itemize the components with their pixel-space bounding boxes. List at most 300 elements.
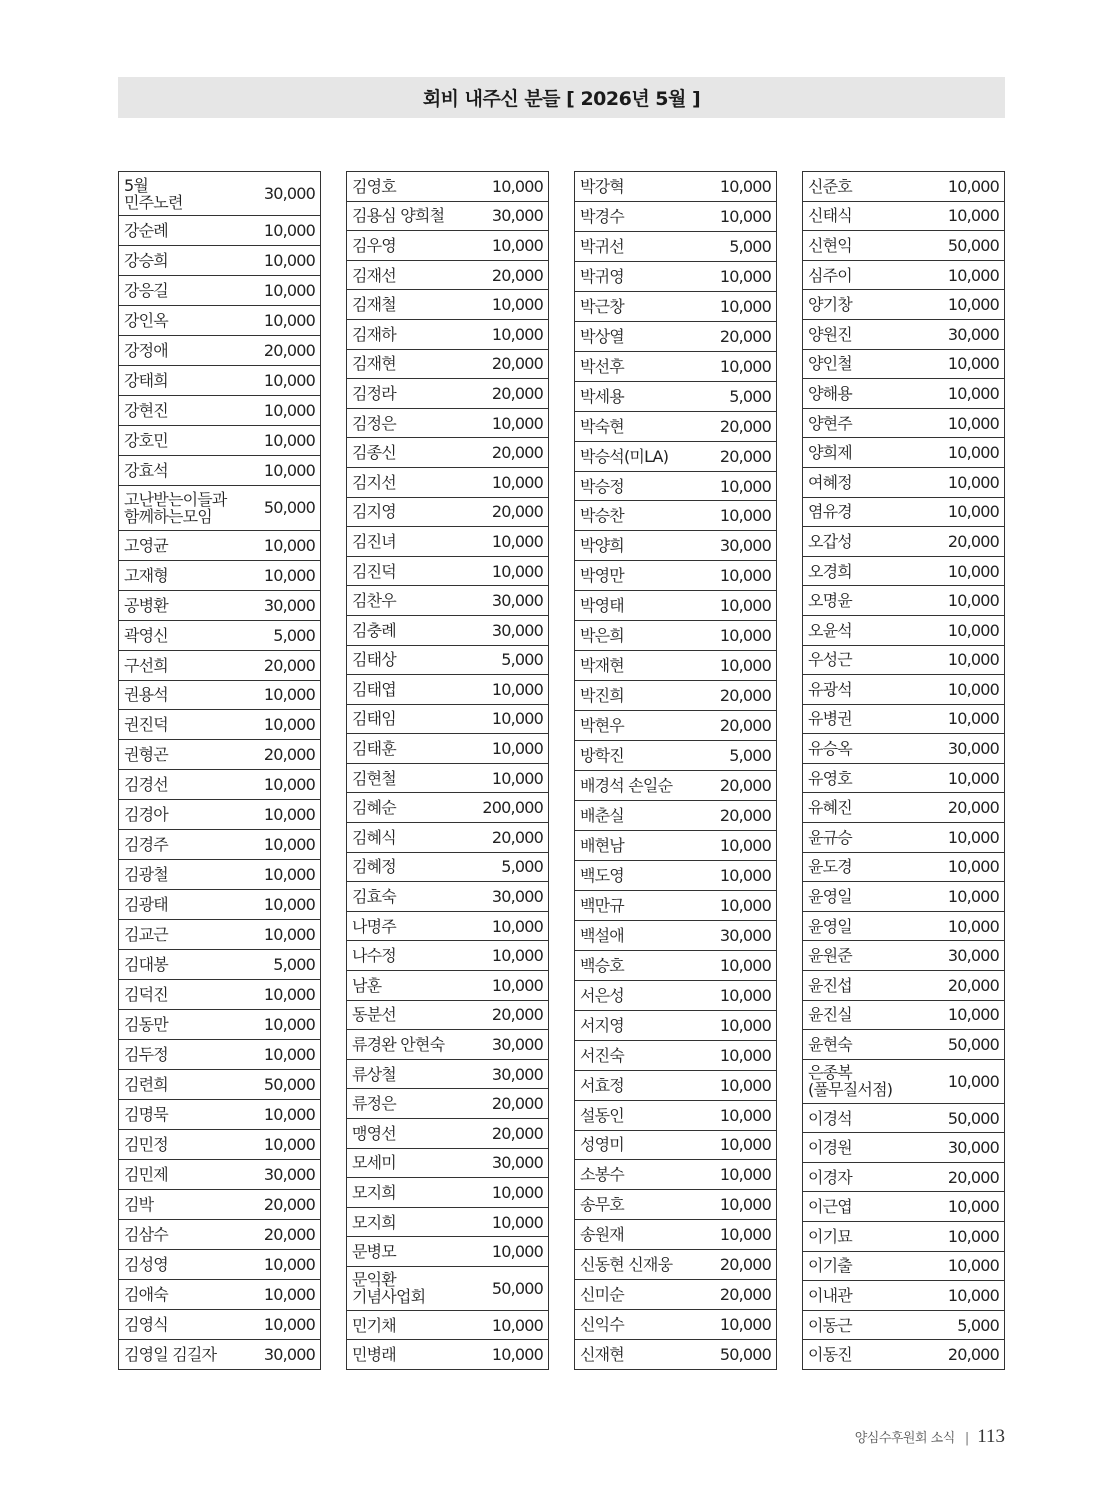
donation-amount: 10,000 [947,620,999,640]
donor-row [347,1237,548,1267]
donor-name: 박양희 [580,536,624,556]
donor-row [575,621,776,651]
donor-name: 윤영일 [808,887,852,907]
donor-name: 윤현숙 [808,1035,852,1055]
donation-amount: 10,000 [491,1345,543,1365]
donor-name: 백승호 [580,955,624,975]
donor-name: 모지희 [352,1182,396,1202]
donor-name: 서진숙 [580,1045,624,1065]
donor-name: 양원진 [808,324,852,344]
donor-row [803,290,1004,320]
donor-name: 서효정 [580,1075,624,1095]
donor-row [575,951,776,981]
donor-row [575,1250,776,1280]
donor-name: 서지영 [580,1015,624,1035]
donor-row [803,202,1004,232]
donor-row [575,771,776,801]
donor-name: 신현익 [808,235,852,255]
donation-amount: 30,000 [947,946,999,966]
donor-name: 신익수 [580,1315,624,1335]
donation-amount: 30,000 [491,591,543,611]
donation-amount: 10,000 [263,775,315,795]
donor-row [803,1340,1004,1369]
donor-row [803,1222,1004,1252]
donation-amount: 10,000 [263,221,315,241]
donation-amount: 10,000 [719,296,771,316]
donation-amount: 10,000 [719,626,771,646]
donor-name: 강순례 [124,221,168,241]
donor-name: 권진덕 [124,715,168,735]
donor-name: 김종신 [352,443,396,463]
donor-name: 박귀선 [580,236,624,256]
donation-amount: 5,000 [957,1315,999,1335]
donor-name: 윤진실 [808,1005,852,1025]
donor-row [803,527,1004,557]
donor-row [803,172,1004,202]
donation-amount: 20,000 [947,1167,999,1187]
donor-column-2 [346,171,549,1370]
donor-name: 윤도경 [808,857,852,877]
donor-row [347,1267,548,1311]
donation-amount: 10,000 [263,1284,315,1304]
donation-amount: 10,000 [263,311,315,331]
donor-row [119,1010,320,1040]
donor-row [575,681,776,711]
donor-row [119,1100,320,1130]
donor-row [347,379,548,409]
donor-name: 김태훈 [352,739,396,759]
donor-name: 김경선 [124,775,168,795]
donor-name: 성영미 [580,1135,624,1155]
donor-name: 모세미 [352,1153,396,1173]
donor-row [803,971,1004,1001]
donor-row [347,290,548,320]
donor-row [575,1160,776,1190]
donation-amount: 10,000 [719,1105,771,1125]
donor-row [803,468,1004,498]
donor-name: 윤영일 [808,916,852,936]
donation-amount: 10,000 [719,1075,771,1095]
donation-amount: 20,000 [947,975,999,995]
donation-amount: 10,000 [491,946,543,966]
donor-name: 김정라 [352,383,396,403]
donor-row [803,498,1004,528]
donor-name: 김혜정 [352,857,396,877]
donor-row [347,1030,548,1060]
donor-name: 김두정 [124,1045,168,1065]
donation-amount: 10,000 [719,1315,771,1335]
donation-amount: 10,000 [947,295,999,315]
donor-row [575,801,776,831]
donation-amount: 10,000 [263,251,315,271]
donation-amount: 10,000 [263,715,315,735]
donor-row [803,1163,1004,1193]
donor-row [119,531,320,561]
donor-row [803,764,1004,794]
donation-amount: 10,000 [719,566,771,586]
donor-name: 김광태 [124,895,168,915]
donor-name: 이경석 [808,1108,852,1128]
donor-row [347,1089,548,1119]
donation-amount: 30,000 [263,1164,315,1184]
donor-name: 유병권 [808,709,852,729]
donation-amount: 10,000 [947,561,999,581]
donor-column-4 [802,171,1005,1370]
donation-amount: 10,000 [947,443,999,463]
donation-amount: 20,000 [491,443,543,463]
donation-amount: 20,000 [491,265,543,285]
donor-name: 김애숙 [124,1284,168,1304]
donor-name: 박강혁 [580,176,624,196]
donation-amount: 30,000 [947,324,999,344]
donor-name: 서은성 [580,985,624,1005]
donor-name: 김영식 [124,1314,168,1334]
donor-row [119,950,320,980]
donor-name: 설동인 [580,1105,624,1125]
donor-row [119,216,320,246]
donor-name: 백설애 [580,925,624,945]
donor-row [575,412,776,442]
donor-name: 강인옥 [124,311,168,331]
donor-name: 박근창 [580,296,624,316]
donation-amount: 30,000 [263,1344,315,1364]
donor-row [347,793,548,823]
donation-amount: 10,000 [491,709,543,729]
donor-row [347,350,548,380]
donation-amount: 50,000 [263,1075,315,1095]
donor-row [347,438,548,468]
donor-row [803,705,1004,735]
donor-row [803,941,1004,971]
donation-amount: 50,000 [947,1108,999,1128]
donor-name: 이내관 [808,1286,852,1306]
donor-name: 공병환 [124,595,168,615]
donor-name: 김정은 [352,413,396,433]
publication-name: 양심수후원회 소식 [854,1431,955,1446]
donation-amount: 10,000 [947,472,999,492]
donor-name: 구선희 [124,655,168,675]
donor-name: 이근엽 [808,1197,852,1217]
donor-row [119,1280,320,1310]
donor-name: 양인철 [808,354,852,374]
donation-amount: 20,000 [263,655,315,675]
donor-row [347,557,548,587]
donation-amount: 10,000 [491,975,543,995]
donor-row [575,531,776,561]
donor-name: 강태희 [124,371,168,391]
donor-name: 강효석 [124,461,168,481]
donation-amount: 30,000 [491,1153,543,1173]
donation-amount: 20,000 [491,383,543,403]
donor-name: 강현진 [124,401,168,421]
donor-row [803,1104,1004,1134]
donation-amount: 10,000 [719,985,771,1005]
donation-amount: 5,000 [273,955,315,975]
donation-amount: 10,000 [947,709,999,729]
donor-row [575,202,776,232]
donor-name: 윤진섭 [808,975,852,995]
donor-name: 신동현 신재웅 [580,1255,673,1275]
donor-row [575,1220,776,1250]
donation-amount: 10,000 [491,413,543,433]
donation-amount: 10,000 [719,356,771,376]
donor-row [575,442,776,472]
donor-row [575,711,776,741]
donation-amount: 20,000 [263,341,315,361]
donor-row [575,921,776,951]
donation-amount: 10,000 [719,895,771,915]
donation-amount: 10,000 [263,865,315,885]
donation-amount: 10,000 [263,1015,315,1035]
donor-name: 신미순 [580,1285,624,1305]
donor-name: 유영호 [808,768,852,788]
donor-name: 김영호 [352,176,396,196]
donor-row [119,681,320,711]
donation-amount: 10,000 [947,206,999,226]
donation-amount: 10,000 [263,925,315,945]
donor-row [803,1001,1004,1031]
donor-row [119,336,320,366]
donor-name: 박은희 [580,626,624,646]
donation-amount: 10,000 [947,176,999,196]
donation-amount: 10,000 [491,531,543,551]
donation-amount: 10,000 [491,768,543,788]
donation-amount: 10,000 [263,401,315,421]
donor-row [803,823,1004,853]
page-title: 회비 내주신 분들 [ 2026년 5월 ] [422,88,701,110]
donor-name: 백만규 [580,895,624,915]
donor-name: 김민정 [124,1135,168,1155]
donor-name: 유혜진 [808,798,852,818]
donor-name: 배현남 [580,835,624,855]
donor-name: 유승옥 [808,739,852,759]
donor-name: 김재선 [352,265,396,285]
donation-amount: 10,000 [947,679,999,699]
donation-amount: 10,000 [263,281,315,301]
donor-name: 김경주 [124,835,168,855]
donor-name: 김지선 [352,472,396,492]
donor-row [347,202,548,232]
donation-amount: 10,000 [263,1314,315,1334]
donor-row [119,486,320,530]
donor-name: 김태상 [352,650,396,670]
donor-name: 백도영 [580,865,624,885]
donor-row [119,980,320,1010]
donor-name: 김찬우 [352,591,396,611]
donor-name: 김진녀 [352,531,396,551]
donor-name: 박재현 [580,656,624,676]
donation-amount: 20,000 [719,446,771,466]
donor-name: 나수정 [352,946,396,966]
donor-row [803,1192,1004,1222]
donation-amount: 30,000 [491,620,543,640]
donor-row [803,320,1004,350]
donor-row [347,823,548,853]
donor-row [575,831,776,861]
donor-row [803,616,1004,646]
donor-row [119,920,320,950]
donation-amount: 20,000 [263,1224,315,1244]
donor-row [575,322,776,352]
donor-row [803,586,1004,616]
donor-row [347,941,548,971]
donor-row [119,651,320,681]
donor-name: 고재형 [124,565,168,585]
donation-amount: 10,000 [263,1045,315,1065]
donor-name: 김혜순 [352,798,396,818]
donor-row [347,1060,548,1090]
donation-amount: 10,000 [719,1165,771,1185]
donation-amount: 20,000 [491,1094,543,1114]
donor-name: 오경희 [808,561,852,581]
donor-name: 류정은 [352,1094,396,1114]
donor-row [803,1252,1004,1282]
donation-amount: 10,000 [491,561,543,581]
donor-name: 김진덕 [352,561,396,581]
donor-row [119,366,320,396]
donation-amount: 10,000 [719,596,771,616]
title-bar [118,77,1005,118]
donation-amount: 10,000 [719,506,771,526]
donor-row [119,860,320,890]
donor-name: 문익환 기념사업회 [352,1270,426,1307]
donation-amount: 20,000 [491,354,543,374]
donation-amount: 10,000 [719,176,771,196]
donation-amount: 10,000 [491,295,543,315]
donor-row [575,172,776,202]
donation-amount: 10,000 [947,354,999,374]
donor-row [119,1220,320,1250]
donation-amount: 10,000 [719,1015,771,1035]
donation-amount: 10,000 [491,1315,543,1335]
donation-amount: 20,000 [719,716,771,736]
donation-amount: 20,000 [263,1194,315,1214]
donation-amount: 10,000 [263,985,315,1005]
donor-row [575,292,776,322]
donor-row [347,616,548,646]
donor-name: 박경수 [580,206,624,226]
donor-name: 박현우 [580,716,624,736]
donor-name: 김재철 [352,295,396,315]
donor-name: 이경자 [808,1167,852,1187]
donor-name: 양해용 [808,383,852,403]
donor-row [119,1130,320,1160]
donation-amount: 10,000 [491,739,543,759]
donor-name: 박영만 [580,566,624,586]
donation-amount: 5,000 [501,650,543,670]
donor-name: 류상철 [352,1064,396,1084]
donation-amount: 50,000 [491,1278,543,1298]
donation-amount: 20,000 [719,776,771,796]
donation-amount: 10,000 [719,1045,771,1065]
donation-amount: 5,000 [501,857,543,877]
donor-row [347,498,548,528]
donor-row [803,350,1004,380]
donor-row [119,246,320,276]
donor-name: 권형곤 [124,745,168,765]
donation-amount: 30,000 [947,739,999,759]
donor-row [119,396,320,426]
donation-amount: 20,000 [947,1345,999,1365]
donation-amount: 10,000 [947,887,999,907]
donation-amount: 30,000 [491,887,543,907]
donor-name: 신재현 [580,1345,624,1365]
donor-name: 나명주 [352,916,396,936]
donation-amount: 10,000 [491,1212,543,1232]
donor-name: 오윤석 [808,620,852,640]
donation-amount: 20,000 [491,1005,543,1025]
donor-row [803,853,1004,883]
donor-row [347,734,548,764]
donor-row [119,1070,320,1100]
donation-amount: 10,000 [947,1256,999,1276]
donation-amount: 30,000 [491,1035,543,1055]
donor-row [575,651,776,681]
donor-name: 박승정 [580,476,624,496]
donor-row [119,1190,320,1220]
donation-amount: 10,000 [719,1225,771,1245]
donor-row [803,1311,1004,1341]
donor-row [119,1250,320,1280]
donor-name: 방학진 [580,746,624,766]
donor-row [347,912,548,942]
donor-row [347,1208,548,1238]
donor-row [575,262,776,292]
donation-amount: 10,000 [947,1286,999,1306]
donor-name: 남훈 [352,975,382,995]
donation-amount: 10,000 [947,1071,999,1091]
donor-name: 박상열 [580,326,624,346]
donor-row [119,306,320,336]
donation-amount: 20,000 [263,745,315,765]
donor-name: 김태임 [352,709,396,729]
donor-name: 박진희 [580,686,624,706]
donor-name: 이기묘 [808,1226,852,1246]
donor-row [347,1119,548,1149]
donor-name: 김민제 [124,1164,168,1184]
donor-name: 강응길 [124,281,168,301]
donation-amount: 30,000 [947,1138,999,1158]
donor-name: 강호민 [124,431,168,451]
donor-row [119,710,320,740]
donor-name: 권용석 [124,685,168,705]
donor-name: 박귀영 [580,266,624,286]
donor-name: 이기출 [808,1256,852,1276]
donation-amount: 20,000 [491,1123,543,1143]
donor-name: 심주이 [808,265,852,285]
donation-amount: 10,000 [263,895,315,915]
donation-amount: 10,000 [263,1135,315,1155]
donation-amount: 10,000 [263,461,315,481]
donation-amount: 20,000 [719,686,771,706]
donor-name: 송무호 [580,1195,624,1215]
donation-amount: 10,000 [947,857,999,877]
donor-name: 여혜정 [808,472,852,492]
donor-name: 김광철 [124,865,168,885]
donor-row [347,675,548,705]
donor-name: 박선후 [580,356,624,376]
donation-amount: 10,000 [263,685,315,705]
donation-amount: 30,000 [491,206,543,226]
donation-amount: 10,000 [491,176,543,196]
donor-name: 박영태 [580,596,624,616]
donation-amount: 10,000 [719,476,771,496]
donation-amount: 30,000 [263,595,315,615]
donation-amount: 30,000 [263,184,315,204]
donor-name: 양희제 [808,443,852,463]
donor-row [119,426,320,456]
donor-row [803,675,1004,705]
